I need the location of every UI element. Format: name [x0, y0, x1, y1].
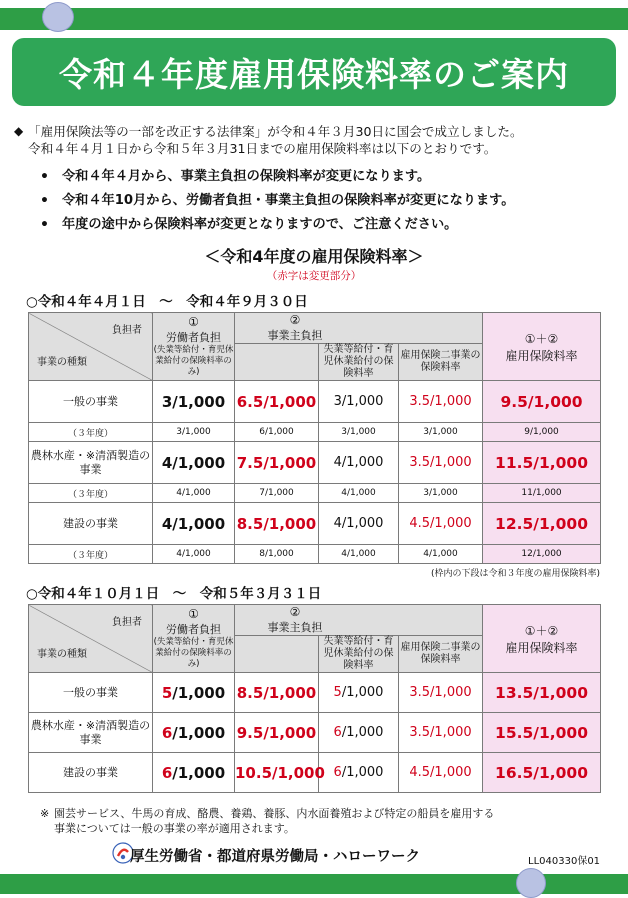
prev-label: （３年度）: [29, 545, 153, 564]
period-1-label: ○令和４年４月１日 ～ 令和４年９月３０日: [26, 294, 308, 310]
worker-rate: [153, 673, 235, 713]
row-name: 一般の事業: [29, 673, 153, 713]
bullet-item: • 令和４年10月から、労働者負担・事業主負担の保険料率が変更になります。: [40, 189, 514, 213]
prev-value: 4/1,000: [319, 545, 399, 564]
footnote: [40, 806, 495, 836]
total-rate: 16.5/1,000: [483, 753, 601, 793]
header-payer: 負担者: [112, 325, 142, 336]
header-type: 事業の種類: [37, 357, 87, 368]
rate-table-period-2: [28, 604, 601, 793]
rate-den: /1,000: [341, 765, 384, 780]
two-rate: 3.5/1,000: [399, 713, 483, 753]
header-total: [483, 605, 601, 673]
prev-value: 8/1,000: [235, 545, 319, 564]
table-row: [29, 753, 601, 793]
header-worker: [153, 605, 235, 673]
header-two-rate: 雇用保険二事業の保険料率: [399, 344, 483, 381]
prev-value: 4/1,000: [319, 484, 399, 503]
header-label: 雇用保険料率: [505, 348, 578, 363]
prev-value: 3/1,000: [153, 423, 235, 442]
header-corner: [29, 313, 153, 381]
header-num: ①＋②: [524, 331, 559, 346]
header-sub: (失業等給付・育児休業給付の保険料率のみ): [153, 345, 234, 377]
header-ui-rate: 失業等給付・育児休業給付の保険料率: [319, 636, 399, 673]
header-worker: [153, 313, 235, 381]
prev-label: （３年度）: [29, 423, 153, 442]
organization-name: 厚生労働省・都道府県労働局・ハローワーク: [130, 849, 420, 865]
page-title: 令和４年度雇用保険料率のご案内: [12, 38, 616, 106]
header-employer: [235, 605, 483, 636]
prev-value: 12/1,000: [483, 545, 601, 564]
header-blank: [235, 344, 319, 381]
rate-num: 6: [333, 725, 342, 740]
decorative-circle: [516, 868, 546, 898]
rate-den: /1,000: [172, 683, 226, 702]
employer-rate: 10.5/1,000: [235, 753, 319, 793]
two-rate: 3.5/1,000: [399, 673, 483, 713]
header-num: ②: [289, 313, 301, 327]
ui-rate: [319, 673, 399, 713]
employer-rate: 8.5/1,000: [235, 503, 319, 545]
ui-rate: 4/1,000: [319, 442, 399, 484]
worker-rate: 4/1,000: [153, 442, 235, 484]
row-name: 建設の事業: [29, 503, 153, 545]
header-label: 労働者負担: [166, 623, 221, 636]
employer-rate: 6.5/1,000: [235, 381, 319, 423]
header-blank: [235, 636, 319, 673]
worker-rate: [153, 713, 235, 753]
prev-label: （３年度）: [29, 484, 153, 503]
bullet-list: [40, 165, 514, 237]
total-rate: 11.5/1,000: [483, 442, 601, 484]
table-row: [29, 673, 601, 713]
total-rate: 9.5/1,000: [483, 381, 601, 423]
table-row: [29, 503, 601, 545]
ui-rate: [319, 713, 399, 753]
header-ui-rate: 失業等給付・育児休業給付の保険料率: [319, 344, 399, 381]
top-band: [0, 8, 628, 30]
header-num: ①＋②: [524, 623, 559, 638]
footnote-mark: ※: [40, 807, 50, 820]
employer-rate: 8.5/1,000: [235, 673, 319, 713]
header-employer: [235, 313, 483, 344]
two-rate: 3.5/1,000: [399, 381, 483, 423]
worker-rate: [153, 753, 235, 793]
total-rate: 13.5/1,000: [483, 673, 601, 713]
prev-value: 3/1,000: [399, 484, 483, 503]
prev-value: 3/1,000: [399, 423, 483, 442]
rate-num: 5: [333, 685, 342, 700]
prev-value: 11/1,000: [483, 484, 601, 503]
table-row: [29, 442, 601, 484]
table-title: ＜令和4年度の雇用保険料率＞: [204, 247, 424, 266]
rate-num: 5: [161, 683, 173, 702]
row-name: 農林水産・※清酒製造の事業: [29, 442, 153, 484]
rate-num: 6: [161, 763, 173, 782]
red-note: （赤字は変更部分）: [266, 270, 362, 282]
ui-rate: [319, 753, 399, 793]
header-corner: [29, 605, 153, 673]
header-type: 事業の種類: [37, 649, 87, 660]
prev-year-row: [29, 484, 601, 503]
header-label: 労働者負担: [166, 331, 221, 344]
rate-num: 6: [333, 765, 342, 780]
rate-den: /1,000: [341, 685, 384, 700]
diamond-bullet-icon: ◆: [14, 124, 24, 138]
prev-value: 4/1,000: [153, 545, 235, 564]
table-note: (枠内の下段は令和３年度の雇用保険料率): [430, 569, 600, 579]
total-rate: 15.5/1,000: [483, 713, 601, 753]
header-num: ①: [188, 315, 199, 329]
row-name: 建設の事業: [29, 753, 153, 793]
two-rate: 4.5/1,000: [399, 503, 483, 545]
decorative-circle: [42, 2, 74, 32]
prev-value: 3/1,000: [319, 423, 399, 442]
employer-rate: 7.5/1,000: [235, 442, 319, 484]
two-rate: 4.5/1,000: [399, 753, 483, 793]
total-rate: 12.5/1,000: [483, 503, 601, 545]
employer-rate: 9.5/1,000: [235, 713, 319, 753]
rate-den: /1,000: [172, 723, 226, 742]
header-num: ②: [289, 605, 301, 619]
prev-value: 4/1,000: [153, 484, 235, 503]
rate-den: /1,000: [172, 763, 226, 782]
row-name: 農林水産・※清酒製造の事業: [29, 713, 153, 753]
prev-value: 9/1,000: [483, 423, 601, 442]
header-label: 雇用保険料率: [505, 640, 578, 655]
bullet-item: • 年度の途中から保険料率が変更となりますので、ご注意ください。: [40, 213, 514, 237]
worker-rate: 4/1,000: [153, 503, 235, 545]
period-2-label: ○令和４年１０月１日 ～ 令和５年３月３１日: [26, 586, 322, 602]
table-row: [29, 713, 601, 753]
intro-line-2: 令和４年４月１日から令和５年３月31日までの雇用保険料率は以下のとおりです。: [28, 141, 497, 156]
prev-year-row: [29, 423, 601, 442]
prev-value: 4/1,000: [399, 545, 483, 564]
ui-rate: 4/1,000: [319, 503, 399, 545]
two-rate: 3.5/1,000: [399, 442, 483, 484]
worker-rate: 3/1,000: [153, 381, 235, 423]
intro-line-1: 「雇用保険法等の一部を改正する法律案」が令和４年３月30日に国会で成立しました。: [28, 124, 523, 139]
table-row: [29, 381, 601, 423]
rate-den: /1,000: [341, 725, 384, 740]
header-total: [483, 313, 601, 381]
row-name: 一般の事業: [29, 381, 153, 423]
rate-num: 6: [161, 723, 173, 742]
header-two-rate: 雇用保険二事業の保険料率: [399, 636, 483, 673]
document-code: LL040330保01: [528, 856, 601, 867]
header-num: ①: [188, 607, 199, 621]
prev-value: 6/1,000: [235, 423, 319, 442]
prev-value: 7/1,000: [235, 484, 319, 503]
footnote-line-1: 園芸サービス、牛馬の育成、酪農、養鶏、養豚、内水面養殖および特定の船員を雇用する: [54, 807, 495, 820]
ui-rate: 3/1,000: [319, 381, 399, 423]
intro-text: [14, 123, 523, 157]
bullet-item: • 令和４年４月から、事業主負担の保険料率が変更になります。: [40, 165, 514, 189]
footnote-line-2: 事業については一般の事業の率が適用されます。: [54, 822, 295, 835]
header-sub: (失業等給付・育児休業給付の保険料率のみ): [153, 637, 234, 669]
header-label: 事業主負担: [267, 621, 323, 634]
prev-year-row: [29, 545, 601, 564]
header-payer: 負担者: [112, 617, 142, 628]
header-label: 事業主負担: [267, 329, 323, 342]
rate-table-period-1: [28, 312, 601, 564]
